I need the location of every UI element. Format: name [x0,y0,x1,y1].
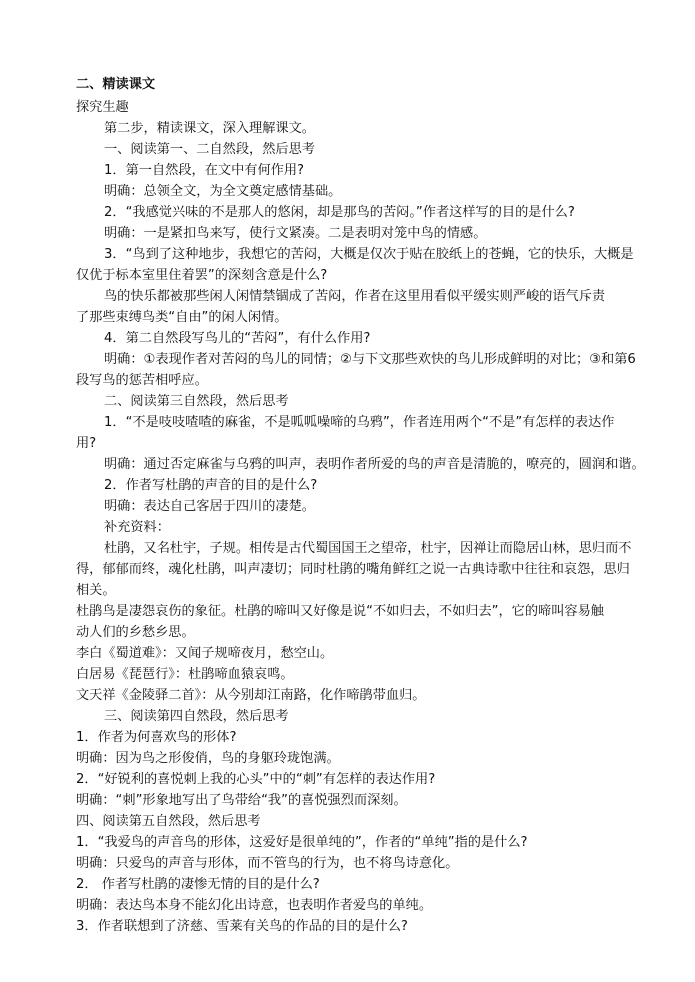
text-line: 2．“好锐利的喜悦刺上我的心头”中的“刺”有怎样的表达作用? [76,772,436,787]
text-line: 李白《蜀道难》：又闻子规啼夜月，愁空山。 [76,646,334,661]
text-line: 明确：“刺”形象地写出了鸟带给“我”的喜悦强烈而深刻。 [76,793,407,808]
text-line: 三、阅读第四自然段，然后思考 [104,709,289,724]
text-line: 明确：因为鸟之形俊俏，鸟的身躯玲珑饱满。 [76,751,340,766]
text-line: 动人们的乡愁乡思。 [76,625,195,640]
text-line: 明确：通过否定麻雀与乌鸦的叫声，表明作者所爱的鸟的声音是清脆的，嘹亮的，圆润和谐。 [104,457,645,472]
text-line: 四、阅读第五自然段，然后思考 [76,814,261,829]
text-line: 相关。 [76,583,116,598]
text-line: 明确：表达自己客居于四川的凄楚。 [104,499,315,514]
text-line: 明确：只爱鸟的声音与形体，而不管鸟的行为，也不将鸟诗意化。 [76,856,459,871]
text-line: 1．作者为何喜欢鸟的形体? [76,730,237,745]
text-line: 3．“鸟到了这种地步，我想它的苦闷，大概是仅次于贴在胶纸上的苍蝇，它的快乐，大概是 [104,247,634,262]
text-line: 4．第二自然段写鸟儿的“苦闷”，有什么作用? [104,331,371,346]
text-line: 2．“我感觉兴味的不是那人的悠闲，却是那鸟的苦闷。”作者这样写的目的是什么? [104,205,575,220]
text-line: 杜鹃鸟是凄怨哀伤的象征。杜鹃的啼叫又好像是说“不如归去，不如归去”，它的啼叫容易触 [76,604,604,619]
text-line: 了那些束缚鸟类“自由”的闲人闲情。 [76,310,288,325]
text-line: 鸟的快乐都被那些闲人闲情禁锢成了苦闷，作者在这里用看似平缓实则严峻的语气斥责 [104,289,606,304]
text-line: 仅优于标本室里住着罢”的深刻含意是什么? [76,268,328,283]
text-line: 白居易《琵琶行》：杜鹃啼血猿哀鸣。 [76,667,294,682]
text-line: 3．作者联想到了济慈、雪莱有关鸟的作品的目的是什么? [76,919,408,934]
text-line: 得，郁郁而终，魂化杜鹃，叫声凄切；同时杜鹃的嘴角鲜红之说一古典诗歌中往往和哀怨，思归 [76,562,630,577]
text-line: 明确：总领全文，为全文奠定感情基础。 [104,184,342,199]
text-line: 补充资料： [104,520,170,535]
text-line: 2． 作者写杜鹃的凄惨无情的目的是什么? [76,877,320,892]
text-line: 杜鹃，又名杜宇，子规。相传是古代蜀国国王之望帝，杜宇，因禅让而隐居山林，思归而不 [104,541,632,556]
text-line: 第二步，精读课文，深入理解课文。 [104,121,315,136]
subtitle: 探究生趣 [76,100,129,115]
text-line: 明确：表达鸟本身不能幻化出诗意，也表明作者爱鸟的单纯。 [76,898,433,913]
text-line: 用? [76,436,97,451]
text-line: 1．“不是吱吱喳喳的麻雀，不是呱呱噪啼的乌鸦”，作者连用两个“不是”有怎样的表达作 [104,415,615,430]
text-line: 1．“我爱鸟的声音鸟的形体，这爱好是很单纯的”，作者的“单纯”指的是什么? [76,835,528,850]
text-line: 段写鸟的惩苦相呼应。 [76,373,208,388]
text-line: 明确：一是紧扣鸟来写，使行文紧凑。二是表明对笼中鸟的情感。 [104,226,487,241]
text-line: 二、阅读第三自然段，然后思考 [104,394,289,409]
text-line: 一、阅读第一、二自然段，然后思考 [104,142,315,157]
text-line: 1．第一自然段，在文中有何作用? [104,163,305,178]
text-line: 2．作者写杜鹃的声音的目的是什么? [104,478,318,493]
text-line: 明确：①表现作者对苦闷的鸟儿的同情；②与下文那些欢快的鸟儿形成鲜明的对比；③和第6 [104,352,636,367]
text-line: 文天祥《金陵驿二首》：从今别却江南路，化作啼鹃带血归。 [76,688,426,703]
section-title: 二、精读课文 [76,77,156,92]
